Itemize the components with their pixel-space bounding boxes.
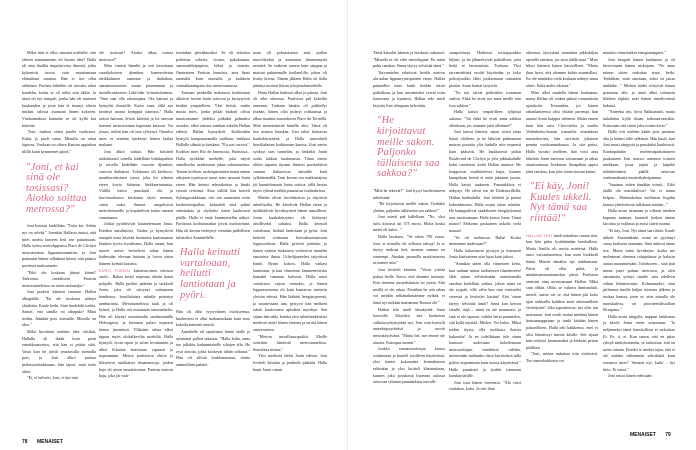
paragraph xyxy=(373,267,445,307)
paragraph xyxy=(99,268,173,380)
paragraph xyxy=(176,90,250,242)
paragraph xyxy=(449,50,521,90)
paragraph xyxy=(253,90,327,196)
paragraph-text: mieli nukahtaa saman tien, kun hän pääsi lysähtämään hetekalleen. Mutta Jonilla oli muita mielessä. Halla tunsi vaivautuneensa, kun mies hiokkaili häntä. Menisi tämäkin nyt nukkumaan. Päivä oli ollut pitkä, ja mitäänsanomattomiskin päivä Pariisissa onnistui aina uuvuttamaan Hallan. Mikä sinä olikin. Oliko se valtava ihmismäärä, meteli, saaste vai se, että hänen piti koko ajan tarkkailla kaikkea aistit äärimmilleen viritettyinä? Joka tapauksessa, nyt olisi uni maistunut. Joni availi maina miehinä hänen housunnappejaan ja tunki kättään hänen pakaroilleen. Halla teki kaikkensa, ettei ei olisi läimäissyt miestä käsille. Sen sijaan hän vetäytyi kauemmaksi ja kiekaisi peiton päälleen. xyxy=(526,232,599,350)
paragraph xyxy=(603,373,675,380)
paragraph xyxy=(526,351,598,364)
paragraph-text: Joni huitaisi kädellään. "Totta kai. Sehän nyt on selvää." Jotenkin Hallasta tuntui, että mies unohti lauseen heti sen puhuttuaan. Halla työnsi metrolippunsa Place de Clichyn metroaseman lippuautomaattiin, ja Joni painautui hänen selkäänsä kiinni, että pääsisi porteista maksamatta. xyxy=(22,223,96,269)
magazine-name: MENAISET xyxy=(630,432,656,438)
magazine-name: MENAISET xyxy=(36,439,63,445)
paragraph-text: "Joni, minua nukuttaa niin vietävästi. Tuo metrokohkotus vei xyxy=(526,351,598,363)
paragraph-text: Miehet olivat leveähartisia ja näyttivät urheilijoilta. He kävelivät Hallan eteen ja nyökkäilivät hyväksyvästi hänen tanssilleen. Jonin kuubalaisrytmi oli kiihtynyt aistilliseksi salsaksi. Halla keinutti vartaloaan, heilutti lantiotaan ja pyöri. Joni keksitti voimansa korviahuumaavaan loppusooloon. Halla pyöritti päätään, ja hänen vaaleat hiuksensa viuhtoivat tunnelin saastaista ilmaa. Urheilijamiehet taijottivat häntä. Rytmi kohosi, Halla vatkasi lantiotaan, ja kun viimeinen kimmeneviisku kumahti rummun kalvoon, Halla antoi vartalonsa vajota rennoksi, ja hänen loppuasentonsa oli kuin kumarrus teatterin yleisön edessä. Hän läähätti hengästyneenä, ja noustessaan taas pystyyn hän melkein odotti kuulevansa aplodien myrskyn. Sen sijaan hän näki, kuinka yksi urheilutakkisista miehistä asteli hänen eteensä ja tarttui hänen ranteeseensa. xyxy=(253,195,327,332)
paragraph xyxy=(22,50,96,129)
paragraph xyxy=(449,248,521,261)
paragraph-text: Joni seisoi hänen edessään xyxy=(608,373,652,379)
paragraph-text: ole tosissasi? Aiotko alkaa soittaa metrossa?" xyxy=(99,50,173,62)
paragraph xyxy=(373,307,445,347)
article-column xyxy=(603,50,675,380)
paragraph xyxy=(603,57,675,110)
paragraph xyxy=(253,334,327,354)
paragraph-text: oikeassa, täytyyhän minunkin pikkuhiljaa opetella ranskaa, jos aion täällä asua." Mies hilasi kätensä hänen hartioilleen. "Mutta ihan hyvä, että olemme kohta asunnollasi. En ole nimittäin vielä koskaan nähnyt sinua alasti. Enkä malta odottaa." xyxy=(526,50,598,88)
paragraph-text: Halla veti miehen kädet pois paitansa alta ja käänsi tälle selkänsä. Hän kuuli, kun Joni nousi sängystä ja puuskahti kuuluvasti. Kanttapäätäin mielensäpahoittuneet paakuttaen Joni marssi asunnon toiseen nurkkaan, jossa jupisi ja käpälöi retkikeittimen päällä seisovaa vanhanaikaista mutterikahvipannua. xyxy=(603,129,675,181)
paragraph xyxy=(176,309,250,329)
paragraph xyxy=(603,314,675,373)
paragraph-text: "Metron turvallisuuspoliisi. Meille soitettiin häiriöstä metrotunnelissa. Seuratkaa minua." xyxy=(253,333,327,352)
paragraph xyxy=(373,70,445,110)
paragraph xyxy=(449,380,521,393)
paragraph-text: Joni levitteli käsiään. "Voisit yrittää puhua heille. Kerro, että olemme turisteja. Että olemme australialaisia tai jotain. Että meillä ei ole rahaa. Eiväthän he sitä rahaa voi meidän selkänahastamme nylkeä, ei tämä nyt mikään mainainen Rooma ole." xyxy=(373,267,445,305)
paragraph xyxy=(449,261,521,380)
paragraph-text: kaksieuroinen, viitosen seteli... Rahaa kertyi nopeaan tahtiin hatun pohjalle. Halla pudisti päätään ja tarkkaili Jonia, joka oli siirtynyt soittamaan bandeiroa, brasilialaista nahalla peitettyä tamburiinia. Metrotunnelissa tuuli ja oli kylmä, ja Halla otti muutamia tanssiaskelia. Hän oli käynyt muutamalla sambatunnilla Helsingissä, ja krinunta palasi nopeasti hänen jäseniinsä. Yllättäen rahaa alkoi tippua myös olokalkevilta miehiltä. Halla hymyili, eroin sipoti ja sitten levakmmin ja alkoi liikuttaa lantiotaan vapaasti ja nopeammin. Metrot paahtoivat ohitse ja liikuttivat tunkkaisia ilmamassoja, joiden hajo oli aivan omanlaisensa. Pariisin metron haju, joka jäi vaat- xyxy=(99,267,173,379)
paragraph xyxy=(373,214,445,234)
paragraph xyxy=(449,235,521,248)
paragraph-text: "Etkö ole koskaan jäänyt kiinni? Tarkoitan, tietääkseni Pariisin metrotunneleissa on usein tarkastajia." xyxy=(22,269,96,288)
paragraph-text: Mikä hyväänsä miehen idea olisikin, Hallalla oli ikään kuin pieni ennakkoaavistus, että hän ei pitäisi siitä. Vasta kun he jäivät seuraavalla asemalla pois, ja Joni alkoi purkaa perkussiolaukkuaan, hän tajusi, mitä mies aikoi. xyxy=(22,328,96,374)
paragraph-text: Joni pudotti kätensä rennosti Hallan olkapäälle. "En ole koskaan nähnyt yhtäkään. Kuule beibi. Sinä huolehdit turhia. Sanoit, että sinulla on rahapula? Minä tiedän. Jäädään pois asemalla. Minulla on idea." xyxy=(22,289,96,328)
paragraph xyxy=(603,182,675,208)
paragraph xyxy=(526,233,598,352)
paragraph xyxy=(99,221,173,267)
paragraph-text: "Mitä he tekevät?" Joni kysyi huolestuneen näköisenä. xyxy=(373,187,445,200)
paragraph-text: Turvamiehet taluttivat heidät metron ala-aulan lippumyyntipisteen eteen. Hallaa puhutellut mies käski heidän seistä paikallaan, ja kun turvamiehet veivät esiin kansionsa ja kynänsä, Hallan teki mieli kirjoita Joni alimpaan helvettiin. xyxy=(373,69,445,108)
paragraph xyxy=(449,90,521,110)
paragraph xyxy=(373,201,445,214)
paragraph-text: Yksi miehistä elehti Jonin edessä. Joni levitteli käsiään ja pudisteli päätään. Halla haasi Jonin ruiseä. xyxy=(253,353,327,372)
article-column xyxy=(176,50,250,369)
page-number: 79 xyxy=(665,432,671,438)
paragraph-text: Joni mietti pää kallellaan. "No, yksi tuttu kitaristi sai 375 euroa. Mutta koska meitä oli kaksi..." xyxy=(373,214,445,233)
paragraph-text: "Ei, ei helvetti, Joni, et kai sinä xyxy=(27,375,79,381)
paragraph xyxy=(22,223,96,269)
paragraph xyxy=(99,63,173,149)
paragraph-text: Aseman penkeillä makaavat kodittomat alkoivat herätä Jonin soittoon ja keräytyivät heidän ympärilleen. Yksi heistä, vanha musta mies, jonka pitkät hiukset olivat muotoutuneet yhdeksi pitkäksi palmuksi rastaksi, alkoi tanssia samban askelin Hallan edessä. Hallaa hymyilytti. Koditonkin hymyili hampaattomalla suullaan, vinkkasi Hallalle silmää ja kuiskasi: "Eu sou carioca". Koditon mies Rio de Janeirosta, Pariisissa... Halla nyökkäsi miehelle, joka näytti onnelliselta saadessaan jakaa salaisuutensa. Toinen koditon, ruskeapartainen mutta ennen aikojaan rypistynyt nuori mies istuutui Jonin eteen. Hän keinui edestakaisin ja lämki rytmiä reisiinsä. Aina välillä hän kaiveli ilykangastakkiaan, veti sen uumenista esiin kuohuviinipullon, kulautteli siitä pitkiä siemauksia ja röyhtäisi sitten kuuluvasti päälle. Halla ei enää kummastellut näkyä. Pariisissa kodittomatkin joivat kuohuviiniä. Hän oli kerran erehtynyt viemään pullollisen tuliaisiksi Annabellelle. xyxy=(176,89,250,240)
paragraph xyxy=(253,195,327,333)
paragraph xyxy=(373,50,445,70)
section-lead-in: HALLAN TEKI xyxy=(526,233,553,238)
paragraph-text: Miksi hän ei ollut sanonut miehelle, että yhteen muuttaminen oli huono idea? Halla oli aina ihaillut impulsiivisia ihmisiä, jotka kykenivät tuosta vain muuttamaan elämäänsä suuntaa. Hän ei itse ollut sellainen. Pariisin lähtökin oli turvattu rahat kaudelta, koska se oli tullut niin äkkiä. Ja tässä oli nyt rumpali, jonka hän oli tuntenut kuukauden ja josta hän ei tiennyt oikein mitään, talossa asumaan hänen kokseen. Vuokramaksut kannalta se oli kyllä kin kätevää. xyxy=(22,50,96,128)
paragraph-text: Tämä katsahti häneen ja huokaisi raskaasti: "Minulla ei ole edes metrolippua. En minä puhu ranskaa. Sinun täytyy selvittää tämä." xyxy=(373,50,445,69)
paragraph xyxy=(526,90,598,176)
paragraph xyxy=(253,50,327,90)
paragraph-text: Joni katsoi häneen, tajusi sitten ottaa kassit olalleen, ja he lähtivät pinkomaan metron portaita ylös kadulle niin nopeasti kuin pääsivät. He laukkasivat pitkin Boulevard de Clichyä ja ylös pikkukadulle kohti rautatietä, kohti Hallan asuntoa. He harppoivat mutkittelevia kujia, kunnes kumpikaan heistä ei enää jaksanut juosta. Halla katsoi taakseen. Punatakkisia ei näkynyt. He olivat rue de Dodeauvillellä, Hallan kotikadulla. Joni läähätti ja painui kaksinkerroin, Halla nojasi talon seinään. He kamppailivat saadakseen hengityksensä taas tasoittumaan. Halla katsoi Jonia. Tämä nauroi! Mekoma paskainen uskalsi vielä nauraa! xyxy=(449,129,521,234)
paragraph-text: Joni istui hänen viereensä. "Älä viitsi vaahdota, kulta. Ja olet ihan xyxy=(449,379,521,392)
article-column xyxy=(449,50,521,393)
paragraph xyxy=(449,129,521,235)
paragraph-text: Joni hengitti hänen kaulaansa ja oli hierovinaan hänen niskojaan. "No anna minun sitten nukuttaa sinut, beibi. Tiedäthän, mitä sanotaan, seksi on paras unilääke..." Miehen kädet siirtyivät hänen paitaansa alle, ja tämä alkoi tottunein liikkein räplätä auki hänen rintaliiviensä hakasia. xyxy=(603,56,675,108)
pull-quote: "He kirjoittavat meille sakon. Paljonko tällaisesta saa sakkoa?" xyxy=(377,115,440,180)
paragraph xyxy=(373,188,445,201)
paragraph-text: "Annakin sitten olla viimeinen kerta, kun raahaat minut tuollaiseen tilanteeseen! Jätät minut selvittämään onnettomalla ranskan kielelläni sotkua, johon minä en ole syypää, sillä välin kun sinä virnistelet vieressä ja levittelet käsiäsi! Että 'sinun täytyy selvittää tämä'! Anna kun kerron sinulle, ääjä – minä en ole mammasi, ja sinä et ole lapseni, vaikka herra parantelos, sitä kyllä näyttää. Miehet. Voi haloo. Miksi teidän täytyy olla tuollaisia ikuisia kakaroita! Ja en todellakaan tule sinun kanssasi uudestaan kokeilemaan metrosoittajan venäläistä rulettia, miettimään mahtaako tässä käytävässä tulla poliisi nopeammin kuin tuossa käytävässä." Halla puuskutti ja lysähti istumaan katukäytävälle. xyxy=(449,261,521,379)
paragraph xyxy=(99,50,173,63)
paragraph-text: Mies virnisti hänelle ja veti kassistaan suurikokoisen djemben, kameeoitetun afrikkalaisen rummun ja darbukan, samanmuotoisen mutta pienemmän ja metallirunkoisen Lähi-idän lyömäsoittimen. "Sinä saat olla rahastajana. Ota hattuni ja hymyilet ihmisille. Katso vaan, tällä saa kerättyä monta kymppiä tunnissa." Halla tarttui hattuun, levitti kätensä ja loi anovan katseen metroaseman kuperaan kattoon. Voi jessus, mihin hän oli taas ryhtynyt. Onneksi mies ei sentään käskenyt hänen laulaa mukana. xyxy=(99,63,173,148)
paragraph-text: "Anteeksi nyt, hyvä Nakkumatti, mutta nukahdan kyllä ilman taikasauvaasikin. Katsotaan sitä sitten joku toinen kerta." xyxy=(603,109,675,128)
paragraph-text: Halla katsoi ympärilleen tyhjässä aulassa. "Tai ehkä he eivät anna sakkoa ollenkaan, jos otamme jalat allemme!" xyxy=(449,109,521,128)
paragraph xyxy=(373,234,445,267)
paragraph xyxy=(526,50,598,90)
article-column xyxy=(253,50,327,373)
paragraph-text: Annabelle oli taputtanut häntä olalle ja ojentanut pullon takaisin. "Halla kulta, anna tuo jollekin kadunmiehelle siltojen alla. He ovat ainoita, jotka koskevat tähän sotkuun." Hän oli silloin loukkaantunut, mutta ammoilleen palatte- xyxy=(176,328,250,367)
paragraph xyxy=(22,375,96,382)
paragraph-text: minulta viimeisetkin energianrippeet." xyxy=(603,50,666,55)
paragraph-text: Hallan teki mieli läimäyttää Jonia kasvoille. Käyttäisi sitä kauhoissa valkoitusyhymyiään nyt, Joni vain hymyili anteeksipyytävästi ja osoitti metrokäytävään. "Mutta hei, me emme ole ainoita. Katsopas tuonne." xyxy=(373,306,445,345)
paragraph xyxy=(22,329,96,375)
paragraph-text: Joukko romaniosoittajia kantoi soittimiaan ja huuteli toisilleen käytävässä, yksi kantoi kokonaista kontrabassoa selässään ja yksi luritteli klarinettiaan, kunnes joku porukasta huomasi aulassa seisovan ryhmän punatakkisia turvalli- xyxy=(373,346,445,385)
article-column xyxy=(526,50,598,365)
pull-quote: "Ei käy, Joni! Kuules ukkeli. Nyt tämä saa riittää!" xyxy=(530,181,592,225)
paragraph-text: Jotkut pysähtyivät kuuntelemaan Jonia. Etenkin naisihmiset. Vaalea ja hymyilevä rumpali osasi käyttää luontaista karismaansa liiankin hyvin hyväkseen, Halla tuumi, kun nuoret naiset heittelivät rahaa hänen kädessään olevaan hattuun ja loivat sitten häneen kylmiä katseita. xyxy=(99,221,173,266)
paragraph xyxy=(603,129,675,182)
section-lead-in: EURO, TOINEN, xyxy=(99,268,132,273)
paragraph-text: Hattu Hallan kädessä alkoi jo painaa. Joni oli ollut oikeassa. Pariisissa piti kokeilla onneaan. Turhaan hänkin oli pidätellyt itseään, hänen olisi pitänyt rohkaistua ja alkaa maalata muotokuvia Place du Tertrellä. Mitä menetettävää hänellä olisi. Tämä oli itse asiassa hauskaa. Joni takoi kiimavaa kuubalaisrytmiä, ja Halla tanssahteli brasilialaisen kodittoman kanssa. Uusi metro syöksyi taas tunneliin, ja hetkeksi Jonin soitto lakkasi kuulumasta. Tämä metro olikin tupaten täynnä, ihmiset purskahtivat vaunun liukuovista laiturille kuin sylkäisemällä. Taas kerran osa matkustajista jäi kuuntelemaan Jonin soittoa, tällä kertaa myös ryhmä miehiä punaisissa tuulitakeissa. xyxy=(253,89,327,194)
paragraph-text: "Saatana, miten tämäkin toimii... Eikö täällä ole mariskahvia? Vai ei muna kelpaa... Mahtaakohan tuollaisen frigidin kanssa yhteiseloota tullakaan mitään..." xyxy=(603,181,675,207)
paragraph xyxy=(603,109,675,129)
paragraph-text: Halla nousi sängyltä, nappasi farkkunsa ja käveli Jonin eteen seisomaan. "Ja neljänneksi tämä huushollissa ei tarkoittaa Ei. Ee, ii, ei. Kun sanon, että en jaksa ryhtyä sänkyhommiin, se tarkoittaa, että on turha ruinata. Etteikö te miehet tajua, että ei ole mitään vähemmän seksikästä kuin ruinaava mies? 'Antaisit nyt, kulta' – hyi hitto. Ei toimi." xyxy=(603,313,675,372)
page-footer xyxy=(630,432,671,438)
paragraph xyxy=(176,50,250,90)
page-footer xyxy=(22,439,63,445)
paragraph-text: Mies alkoi suudella hänen kaulaansa, mutta Hallan oli vaikea päästä romanttisiin ajatuksiin. Toisaankin, jos hänen rahatilanteensa olisi yhtään parempi, hän antaisi Jonin kalppia tiehensä. Mutta ennen kuin hän saisi Chocottelta ja muilta Vedenheitto-baarin transuilta etumaksua muotokuvista, hän tarvitsisi jokaisen pennin vuokranmaksuun. Ja sitä paitsi, Halla virnisti itselleen, hän voisi aina lähettää Jonin metroon soittamaan ja rahaa ansaitsemaan. Itsekseen. Sinäpähän oppisi jättä ranskaa, kun jäisi toisen kerran kiinni. xyxy=(526,89,598,174)
pull-quote: Halla keinutti vartaloaan, heilutti lantiotaan ja pyöri. xyxy=(180,247,241,301)
paragraph-text: "Ei käy, Joni. Nyt tämä saa riittää. Kuule ukkeli. Ensinnäkään, minä en pyytänyt sinua luokseni asumaan. Sinä änkesit tänne itse. Mutta minä hyväksyin, koska me molemmat olemme rahapulassa ja halusin auttaa maanmiestäni. Toisekseen – sinä jätit minut juuri pulaan metrossa, ja olen sattumoita syönyt sinulle siitä edelleen vähän käärmeissäni. Kolmanneksi, olen piffannut sinulle kaljan toisensa jälkeen ja ruokaa kanssa, joten se, ettei minulla ole mariskahvia, on prioriteettilistallani 66:mpana." xyxy=(603,228,675,313)
page-number: 78 xyxy=(22,439,28,445)
paragraph xyxy=(373,346,445,386)
paragraph xyxy=(449,109,521,129)
paragraph-text: "No nyt saivat poliisitkin isomman saaliin. Ehkä he eivät nyt anna meille niin isoa sakkoa." xyxy=(449,89,521,108)
article-column xyxy=(373,50,445,386)
paragraph xyxy=(22,270,96,290)
paragraph xyxy=(176,329,250,369)
paragraph-text: Halla kohottautui pystyyn ja kumautti Jonia käsivarteen niin lujaa kuin jaksoi. xyxy=(449,247,521,260)
paragraph-text: Halla nousi istumaan ja vilkaisi miehen hapanta naamaa, kuunteli hetken tämän kiroilua ja valitusta ja avasi sitten suunsa. xyxy=(603,208,675,227)
paragraph-text: naan oli poksauttanut auki pullon muovikorkin ja maistanut lämmennyttä nestettä. Se vaahtosi suussa kuin saippua ja maistui pahimmalle kotibeolille, johon oli lisätty hiivaa. Tämän jälkeen Halla oli ilolla jättänyt moisen litkun siltojenalusmiehille. xyxy=(253,50,327,88)
paragraph-text: Hän oli ollut tyytyväinen ostokseensa, kuohuviini ei ollut maksanutkaan kuin euro kaksikymmentä senttiä. xyxy=(176,309,250,328)
paragraph xyxy=(22,289,96,329)
paragraph-text: Halla huokaisi. "Se tekee 750 euroa. Joni, ei minulla ole sellaisia rahoja! Ja se täytyy maksaa heti, muuten summa on suurempi. Ainakin puomilla markostaessa se menee niin." xyxy=(373,234,445,266)
article-column xyxy=(99,50,173,380)
paragraph xyxy=(253,353,327,373)
paragraph xyxy=(603,50,675,57)
paragraph-text: suuspoliiseja. Hetkessä soittajajoukko hiljeni, ja he jähmettyivät paikalleen, jotta heitä ei huomattaisi. Turhaan. Yksi turvamiehistä osoitti käytävään, ja koko poliisijoukko lähti juoksemaan romanien perään. Jonin hartiat lyttyivät. xyxy=(449,50,521,88)
paragraph-text: "Joni, maksat sitten puolet vuokrasta. Kaksi ja puoli sataa. Minulla on rahat lopussa. Vuokran on oltava Kauran appiukon tilillä kuun kymmenes päivä." xyxy=(22,129,96,154)
paragraph-text: Joni alkoi soittaa. Hän käsitteli taidokkaasti toisella kädellään hiekkapatkea ja toisella kädellään vuoroin djembeä, vuoroin darbukaa. Tuloksena oli kiehtova, monikerroksinen rytmi, joka loi silmien eteen kuvia Saharan hiekkaerämaasta. Välillä metro puuskutti ohi, ja korviasarkaava kirskunta täytti aseman, sitten sadat ihmiset tungeksivat metrolaitureille ja kopistelivat kukin omaan suuntaansa. xyxy=(99,148,173,220)
paragraph xyxy=(22,129,96,155)
article-column xyxy=(22,50,96,382)
paragraph-text: "Se oli mahtavaa, Halla! Koska menemme uudestaan?" xyxy=(449,234,521,247)
paragraph xyxy=(603,228,675,314)
pull-quote: "Joni, et kai sinä ole tosissasi? Aiotko soittaa metrossa?" xyxy=(26,161,87,215)
paragraph xyxy=(603,208,675,228)
paragraph xyxy=(99,149,173,222)
paragraph-text: "He kirjoittavat meille sakon. Tiedätkö yhtään, paljonko tällaisesta saa sakkoa?" xyxy=(373,201,445,213)
paragraph-text: teisiinkin päiväkausiksi. Se oli sekoitus poltettua sokeria, virtsaa, pakokaasua, sanomalehtipaperia, hikeä ja siotetta. Ominainen Pariisin lemuista, aina läsnä asemalla kuin asemalla ja kaikkein voimakkaampana itse metrovaunussa. xyxy=(176,50,250,88)
right-page xyxy=(348,0,696,450)
